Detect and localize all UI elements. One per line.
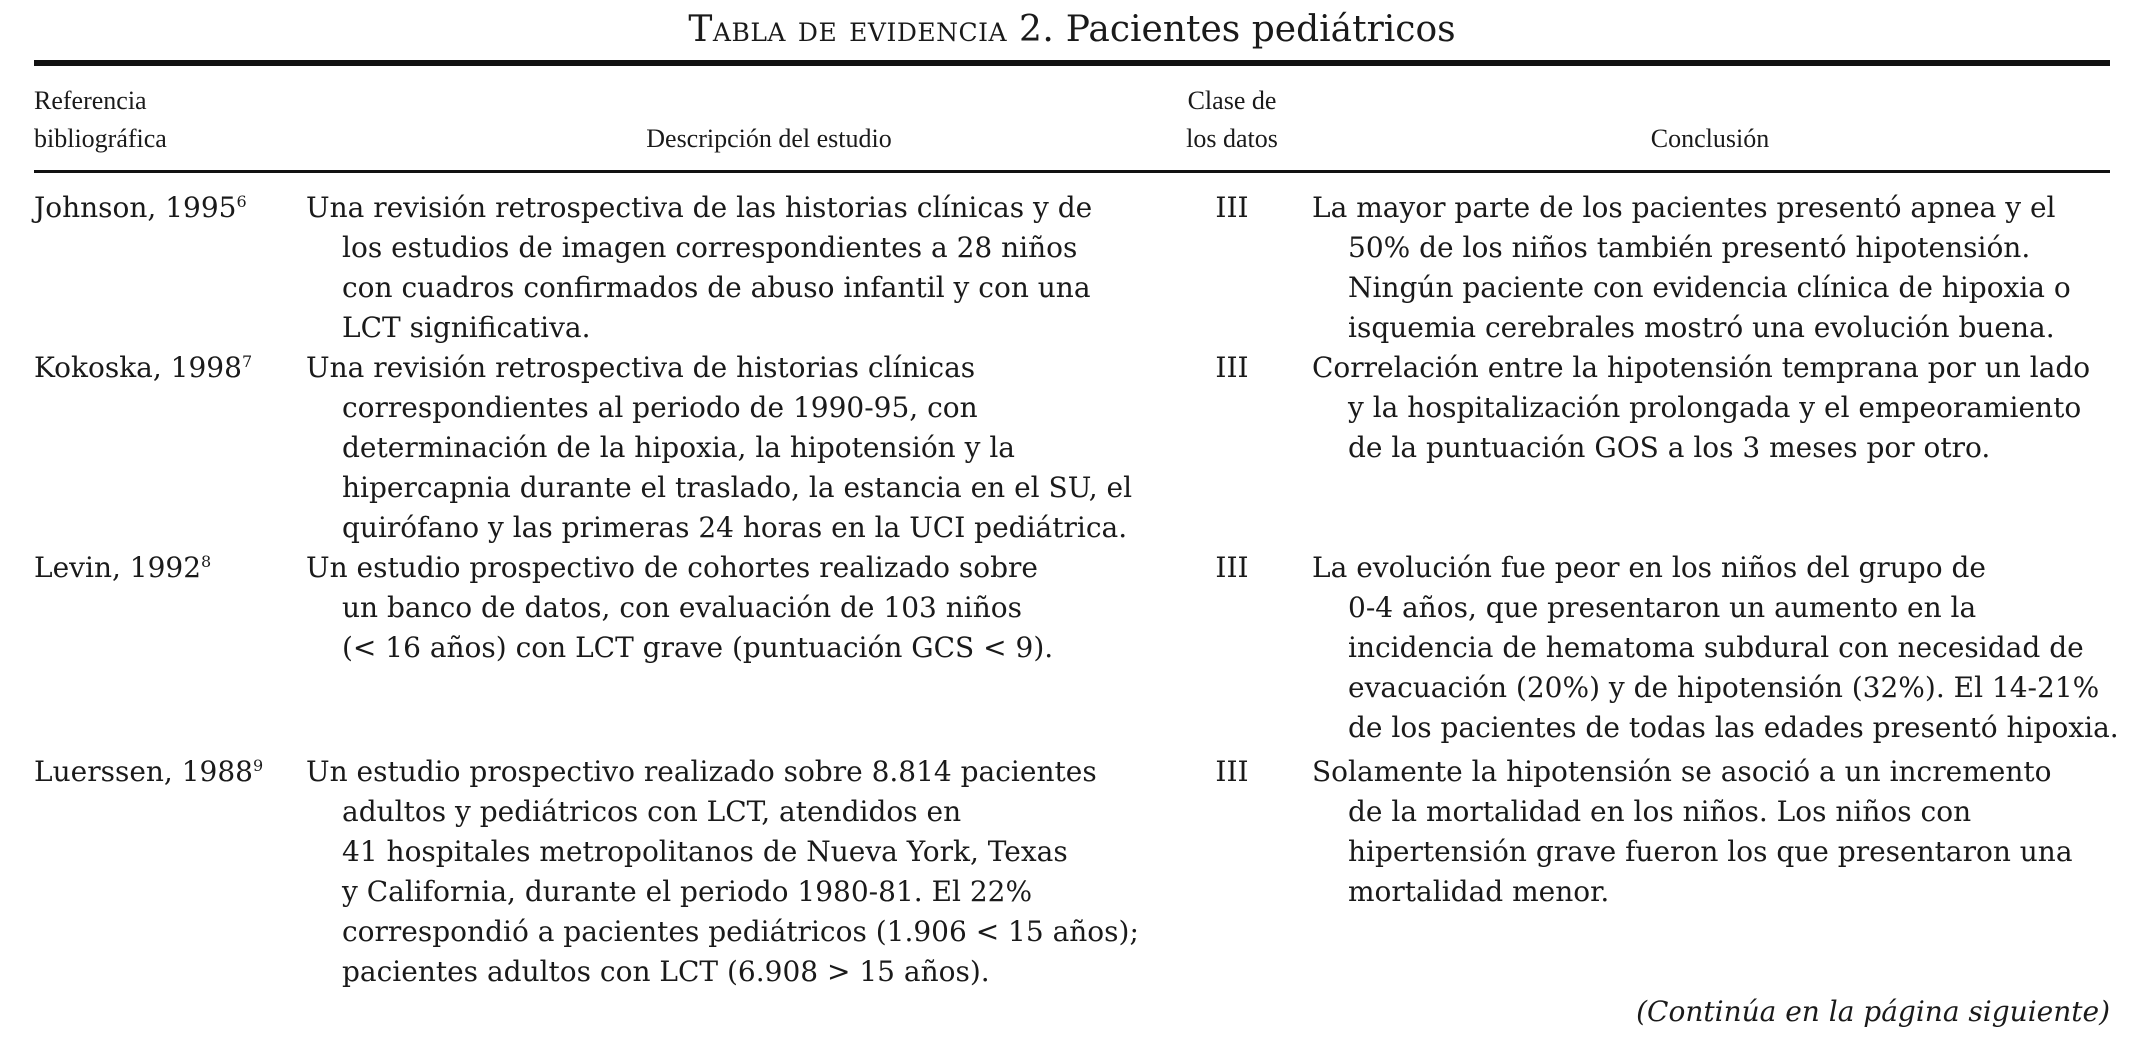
- header-data-class-line: Clase de: [1187, 86, 1277, 115]
- description-line: hipercapnia durante el traslado, la estancia en el SU, el: [342, 471, 1133, 504]
- header-reference-line: Referencia: [34, 86, 147, 115]
- reference-author: Luerssen, 1988: [34, 755, 253, 788]
- conclusion-cell: [1312, 548, 2119, 748]
- conclusion-line: 0-4 años, que presentaron un aumento en la: [1348, 591, 1977, 624]
- data-class-cell: III: [1215, 755, 1249, 788]
- conclusion-line: de los pacientes de todas las edades presentó hipoxia.: [1348, 711, 2119, 744]
- description-line: un banco de datos, con evaluación de 103 niños: [342, 591, 1022, 624]
- conclusion-line: La mayor parte de los pacientes presentó apnea y el: [1312, 191, 2056, 224]
- conclusion-cell: [1312, 752, 2110, 912]
- conclusion-line: La evolución fue peor en los niños del grupo de: [1312, 551, 1986, 584]
- evidence-table-page: [34, 0, 2119, 1062]
- conclusion-cell: [1312, 188, 2110, 348]
- reference-author: Johnson, 1995: [34, 191, 237, 224]
- header-description: Descripción del estudio: [646, 124, 892, 153]
- description-cell: [306, 348, 1206, 548]
- reference-number: 8: [201, 552, 212, 571]
- description-cell: [306, 548, 1206, 668]
- conclusion-line: de la mortalidad en los niños. Los niños con: [1348, 795, 1972, 828]
- conclusion-line: Solamente la hipotensión se asoció a un incremento: [1312, 755, 2052, 788]
- header-data-class: [1152, 82, 1312, 158]
- table-title: [34, 8, 2110, 52]
- description-line: 41 hospitales metropolitanos de Nueva York, Texas: [342, 835, 1068, 868]
- header-reference: [34, 82, 334, 158]
- description-line: y California, durante el periodo 1980-81. El 22%: [342, 875, 1033, 908]
- description-line: correspondientes al periodo de 1990-95, con: [342, 391, 978, 424]
- conclusion-line: isquemia cerebrales mostró una evolución buena.: [1348, 311, 2055, 344]
- description-line: con cuadros confirmados de abuso infantil y con una: [342, 271, 1091, 304]
- reference-cell: [34, 752, 294, 792]
- conclusion-line: hipertensión grave fueron los que presentaron una: [1348, 835, 2073, 868]
- header-reference-line: bibliográfica: [34, 124, 167, 153]
- description-line: (< 16 años) con LCT grave (puntuación GCS < 9).: [342, 631, 1054, 664]
- reference-number: 6: [236, 192, 247, 211]
- reference-author: Levin, 1992: [34, 551, 202, 584]
- data-class-cell: III: [1215, 551, 1249, 584]
- conclusion-cell: [1312, 348, 2110, 468]
- description-line: quirófano y las primeras 24 horas en la UCI pediátrica.: [342, 511, 1128, 544]
- conclusion-line: evacuación (20%) y de hipotensión (32%). El 14-21%: [1348, 671, 2100, 704]
- description-line: los estudios de imagen correspondientes a 28 niños: [342, 231, 1078, 264]
- top-rule: [34, 60, 2110, 66]
- conclusion-line: mortalidad menor.: [1348, 875, 1610, 908]
- header-data-class-line: los datos: [1186, 124, 1278, 153]
- reference-cell: [34, 188, 294, 228]
- reference-cell: [34, 548, 294, 588]
- conclusion-line: de la puntuación GOS a los 3 meses por otro.: [1348, 431, 1991, 464]
- description-cell: [306, 188, 1206, 348]
- data-class-cell: III: [1215, 351, 1249, 384]
- conclusion-line: y la hospitalización prolongada y el empeoramiento: [1348, 391, 2082, 424]
- continuation-note: (Continúa en la página siguiente): [1636, 995, 2110, 1028]
- header-rule: [34, 170, 2110, 173]
- table-title-label: Tabla de evidencia 2.: [688, 9, 1055, 50]
- conclusion-line: 50% de los niños también presentó hipotensión.: [1348, 231, 2031, 264]
- description-line: Una revisión retrospectiva de las historias clínicas y de: [306, 191, 1093, 224]
- conclusion-line: Correlación entre la hipotensión temprana por un lado: [1312, 351, 2091, 384]
- description-line: Una revisión retrospectiva de historias clínicas: [306, 351, 976, 384]
- description-line: correspondió a pacientes pediátricos (1.906 < 15 años);: [342, 915, 1139, 948]
- description-line: LCT significativa.: [342, 311, 591, 344]
- description-line: pacientes adultos con LCT (6.908 > 15 años).: [342, 955, 990, 988]
- header-conclusion: Conclusión: [1650, 124, 1770, 153]
- description-line: Un estudio prospectivo realizado sobre 8.814 pacientes: [306, 755, 1097, 788]
- description-line: adultos y pediátricos con LCT, atendidos en: [342, 795, 962, 828]
- description-cell: [306, 752, 1206, 992]
- reference-number: 9: [252, 756, 264, 775]
- conclusion-line: Ningún paciente con evidencia clínica de hipoxia o: [1348, 271, 2071, 304]
- table-title-text: Pacientes pediátricos: [1054, 9, 1456, 50]
- data-class-cell: III: [1215, 191, 1249, 224]
- description-line: determinación de la hipoxia, la hipotensión y la: [342, 431, 1015, 464]
- reference-cell: [34, 348, 294, 388]
- description-line: Un estudio prospectivo de cohortes realizado sobre: [306, 551, 1038, 584]
- reference-author: Kokoska, 1998: [34, 351, 242, 384]
- conclusion-line: incidencia de hematoma subdural con necesidad de: [1348, 631, 2084, 664]
- reference-number: 7: [241, 352, 253, 371]
